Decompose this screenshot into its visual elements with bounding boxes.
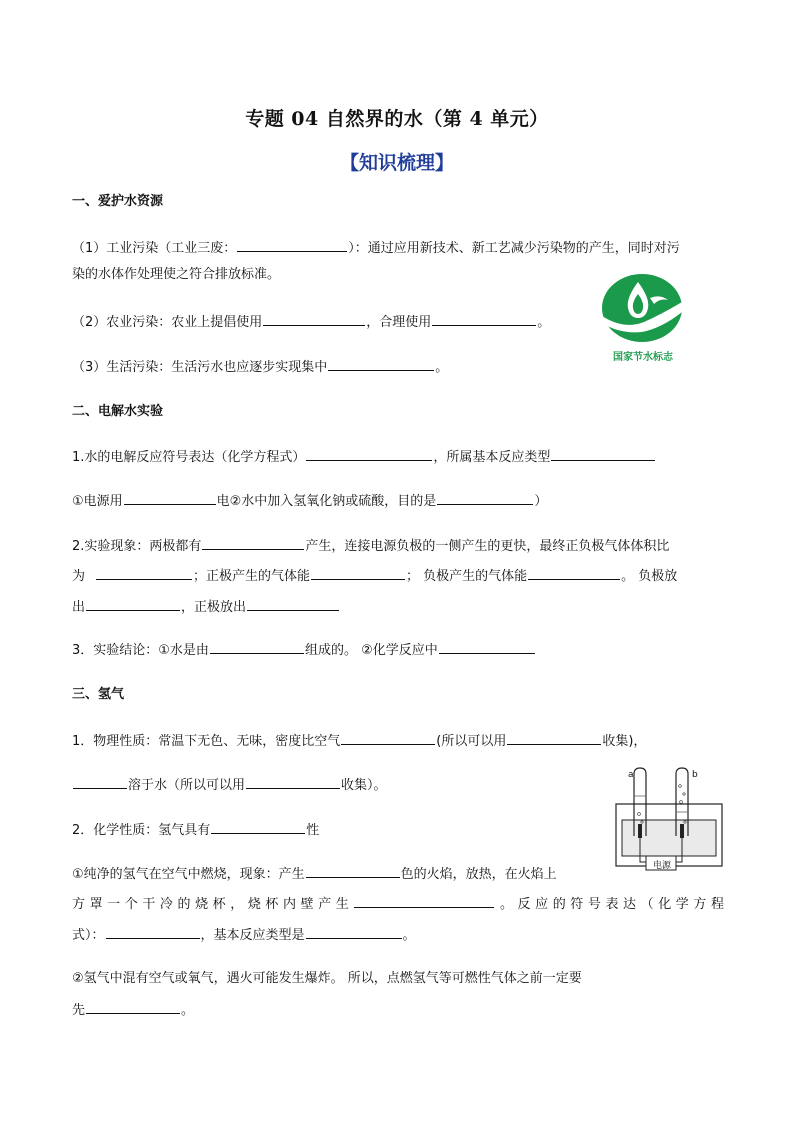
paragraph-combustion: [72, 864, 612, 884]
text: ，基本反应类型是: [200, 928, 305, 943]
section-heading-electrolysis: 二、电解水实验: [72, 404, 164, 419]
fill-blank[interactable]: [354, 894, 494, 908]
text: 。: [181, 1003, 195, 1018]
paragraph-conclusion: [72, 640, 724, 660]
text: 。: [537, 315, 551, 330]
text: （2）农业污染：农业上提倡使用: [72, 315, 263, 330]
text: （1）工业污染（工业三废：: [72, 241, 237, 256]
fill-blank[interactable]: [247, 597, 339, 611]
text: 1.水的电解反应符号表达（化学方程式）: [72, 450, 306, 465]
fill-blank[interactable]: [328, 357, 434, 371]
text: 1．物理性质：常温下无色、无味，密度比空气: [72, 734, 341, 749]
fill-blank[interactable]: [306, 447, 432, 461]
text: ①纯净的氢气在空气中燃烧，现象：产生: [72, 867, 305, 882]
fill-blank[interactable]: [246, 775, 340, 789]
fill-blank[interactable]: [437, 491, 533, 505]
text: 。: [402, 928, 416, 943]
paragraph-gas-release: [72, 597, 724, 617]
text: 。 负极放: [621, 569, 678, 584]
text: 色的火焰，放热，在火焰上: [400, 867, 557, 882]
text: 先: [72, 1003, 86, 1018]
logo-caption: 国家节水标志: [613, 352, 673, 363]
text: ，正极放出: [181, 600, 247, 615]
text: 收集）。: [341, 778, 387, 793]
electrolysis-apparatus-diagram: [612, 766, 726, 882]
fill-blank[interactable]: [263, 312, 365, 326]
fill-blank[interactable]: [341, 731, 435, 745]
fill-blank[interactable]: [96, 566, 192, 580]
text: 。反应的符号表达（化学方程: [495, 897, 724, 912]
fill-blank[interactable]: [432, 312, 536, 326]
text: 方罩一个干冷的烧杯，烧杯内壁产生: [72, 897, 354, 912]
paragraph-industrial-pollution: [72, 238, 724, 258]
document-subtitle: 【知识梳理】: [339, 152, 454, 174]
text: 为: [72, 569, 86, 584]
fill-blank[interactable]: [439, 640, 535, 654]
paragraph-combustion-cont: [72, 894, 724, 914]
text: 2．化学性质：氢气具有: [72, 823, 211, 838]
water-saving-logo: [598, 272, 688, 368]
text: ）: [534, 494, 548, 509]
fill-blank[interactable]: [86, 1000, 180, 1014]
fill-blank[interactable]: [202, 536, 304, 550]
text: (所以可以用: [436, 734, 507, 749]
paragraph-power-source: [72, 491, 724, 511]
water-drop-icon: [598, 272, 688, 348]
text: 3．实验结论：①水是由: [72, 643, 209, 658]
fill-blank[interactable]: [306, 864, 400, 878]
fill-blank[interactable]: [551, 447, 655, 461]
text: ，所属基本反应类型: [433, 450, 551, 465]
fill-blank[interactable]: [86, 597, 180, 611]
paragraph-electrolysis-equation: [72, 447, 724, 467]
text: 性: [306, 823, 320, 838]
fill-blank[interactable]: [528, 566, 620, 580]
fill-blank[interactable]: [311, 566, 405, 580]
fill-blank[interactable]: [237, 238, 347, 252]
paragraph-reaction-type: [72, 925, 724, 945]
text: 溶于水（所以可以用: [128, 778, 246, 793]
text: 。: [435, 360, 449, 375]
section-heading-hydrogen: 三、氢气: [72, 687, 125, 702]
document-title: 专题 04 自然界的水（第 4 单元）: [245, 108, 549, 130]
paragraph-physical-properties: [72, 731, 724, 751]
text: 电②水中加入氢氧化钠或硫酸，目的是: [216, 494, 437, 509]
text: ）：通过应用新技术、新工艺减少污染物的产生，同时对污: [348, 241, 680, 256]
text: 出: [72, 600, 86, 615]
paragraph-purity-check: [72, 1000, 724, 1020]
paragraph-explosion-warning: ②氢气中混有空气或氧气，遇火可能发生爆炸。 所以，点燃氢气等可燃性气体之前一定要: [72, 971, 582, 986]
fill-blank[interactable]: [73, 775, 127, 789]
fill-blank[interactable]: [210, 640, 304, 654]
text: ，合理使用: [366, 315, 432, 330]
text: ；正极产生的气体能: [193, 569, 311, 584]
fill-blank[interactable]: [306, 925, 402, 939]
fill-blank[interactable]: [124, 491, 216, 505]
text: 产生，连接电源负极的一侧产生的更快，最终正负极气体体积比: [305, 539, 670, 554]
text: （3）生活污染：生活污水也应逐步实现集中: [72, 360, 328, 375]
paragraph-industrial-pollution-cont: 染的水体作处理使之符合排放标准。: [72, 267, 281, 282]
text: 组成的。 ②化学反应中: [304, 643, 438, 658]
power-source-label: 电源: [652, 861, 671, 871]
tube-a-label: a: [628, 770, 634, 780]
fill-blank[interactable]: [211, 820, 305, 834]
paragraph-phenomenon: [72, 536, 724, 556]
fill-blank[interactable]: [507, 731, 601, 745]
section-heading-water-resources: 一、爱护水资源: [72, 194, 164, 209]
paragraph-phenomenon-cont: [72, 566, 724, 586]
text: 式）：: [72, 928, 105, 943]
fill-blank[interactable]: [106, 925, 200, 939]
text: 2.实验现象：两极都有: [72, 539, 202, 554]
tube-b-label: b: [692, 770, 698, 780]
text: 收集)，: [602, 734, 647, 749]
text: ①电源用: [72, 494, 123, 509]
text: ； 负极产生的气体能: [406, 569, 528, 584]
